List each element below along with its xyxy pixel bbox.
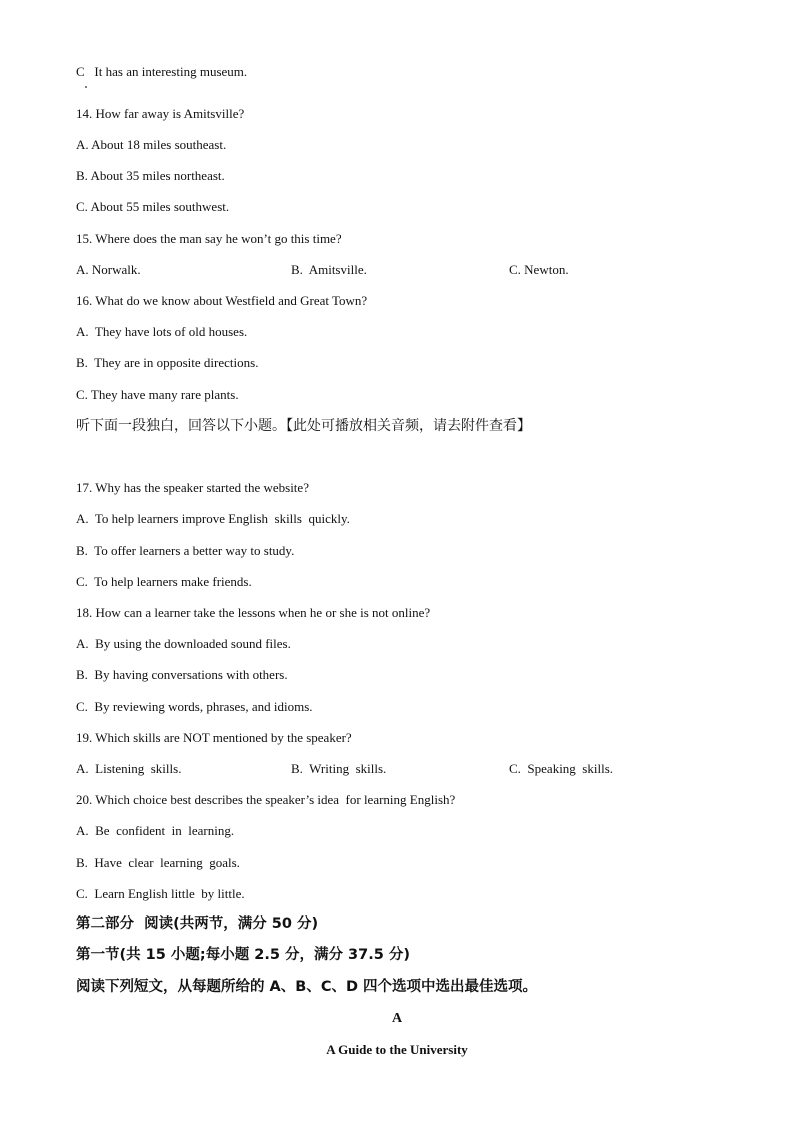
- part2-title: 第二部分 阅读(共两节，满分 50 分): [76, 916, 319, 932]
- stray-dot: [85, 86, 87, 88]
- q13-option-c: C It has an interesting museum.: [76, 64, 248, 79]
- q19-question: 19. Which skills are NOT mentioned by the speaker?: [76, 730, 352, 745]
- q16-option-b: B. They are in opposite directions.: [76, 355, 259, 370]
- q18-option-c: C. By reviewing words, phrases, and idioms.: [76, 699, 313, 714]
- q18-option-b: B. By having conversations with others.: [76, 667, 288, 682]
- q20-option-b: B. Have clear learning goals.: [76, 855, 240, 870]
- q20-question: 20. Which choice best describes the speaker’s idea for learning English?: [76, 792, 456, 807]
- q19-option-a: A. Listening skills.: [76, 761, 182, 776]
- q17-option-b: B. To offer learners a better way to study.: [76, 543, 295, 558]
- q19-option-b: B. Writing skills.: [291, 761, 387, 776]
- q15-question: 15. Where does the man say he won’t go this time?: [76, 231, 342, 246]
- q20-option-a: A. Be confident in learning.: [76, 823, 235, 838]
- q17-option-c: C. To help learners make friends.: [76, 574, 252, 589]
- section1-title: 第一节(共 15 小题;每小题 2.5 分，满分 37.5 分): [76, 947, 410, 963]
- q15-option-c: C. Newton.: [509, 262, 569, 277]
- passage-title: A Guide to the University: [326, 1042, 468, 1057]
- q18-option-a: A. By using the downloaded sound files.: [76, 636, 291, 651]
- q19-option-c: C. Speaking skills.: [509, 761, 614, 776]
- passage-letter: A: [391, 1011, 403, 1026]
- reading-instructions: 阅读下列短文，从每题所给的 A、B、C、D 四个选项中选出最佳选项。: [76, 979, 538, 995]
- monologue-intro: 听下面一段独白，回答以下小题。【此处可播放相关音频，请去附件查看】: [76, 418, 531, 434]
- q14-option-a: A. About 18 miles southeast.: [76, 137, 227, 152]
- q15-option-a: A. Norwalk.: [76, 262, 141, 277]
- q18-question: 18. How can a learner take the lessons when he or she is not online?: [76, 605, 431, 620]
- q20-option-c: C. Learn English little by little.: [76, 886, 245, 901]
- q14-option-b: B. About 35 miles northeast.: [76, 168, 225, 183]
- q16-option-a: A. They have lots of old houses.: [76, 324, 248, 339]
- q17-option-a: A. To help learners improve English skills quickly.: [76, 511, 350, 526]
- q17-question: 17. Why has the speaker started the website?: [76, 480, 309, 495]
- q15-option-b: B. Amitsville.: [291, 262, 367, 277]
- q14-question: 14. How far away is Amitsville?: [76, 106, 245, 121]
- q16-question: 16. What do we know about Westfield and Great Town?: [76, 293, 368, 308]
- q14-option-c: C. About 55 miles southwest.: [76, 199, 230, 214]
- q16-option-c: C. They have many rare plants.: [76, 387, 239, 402]
